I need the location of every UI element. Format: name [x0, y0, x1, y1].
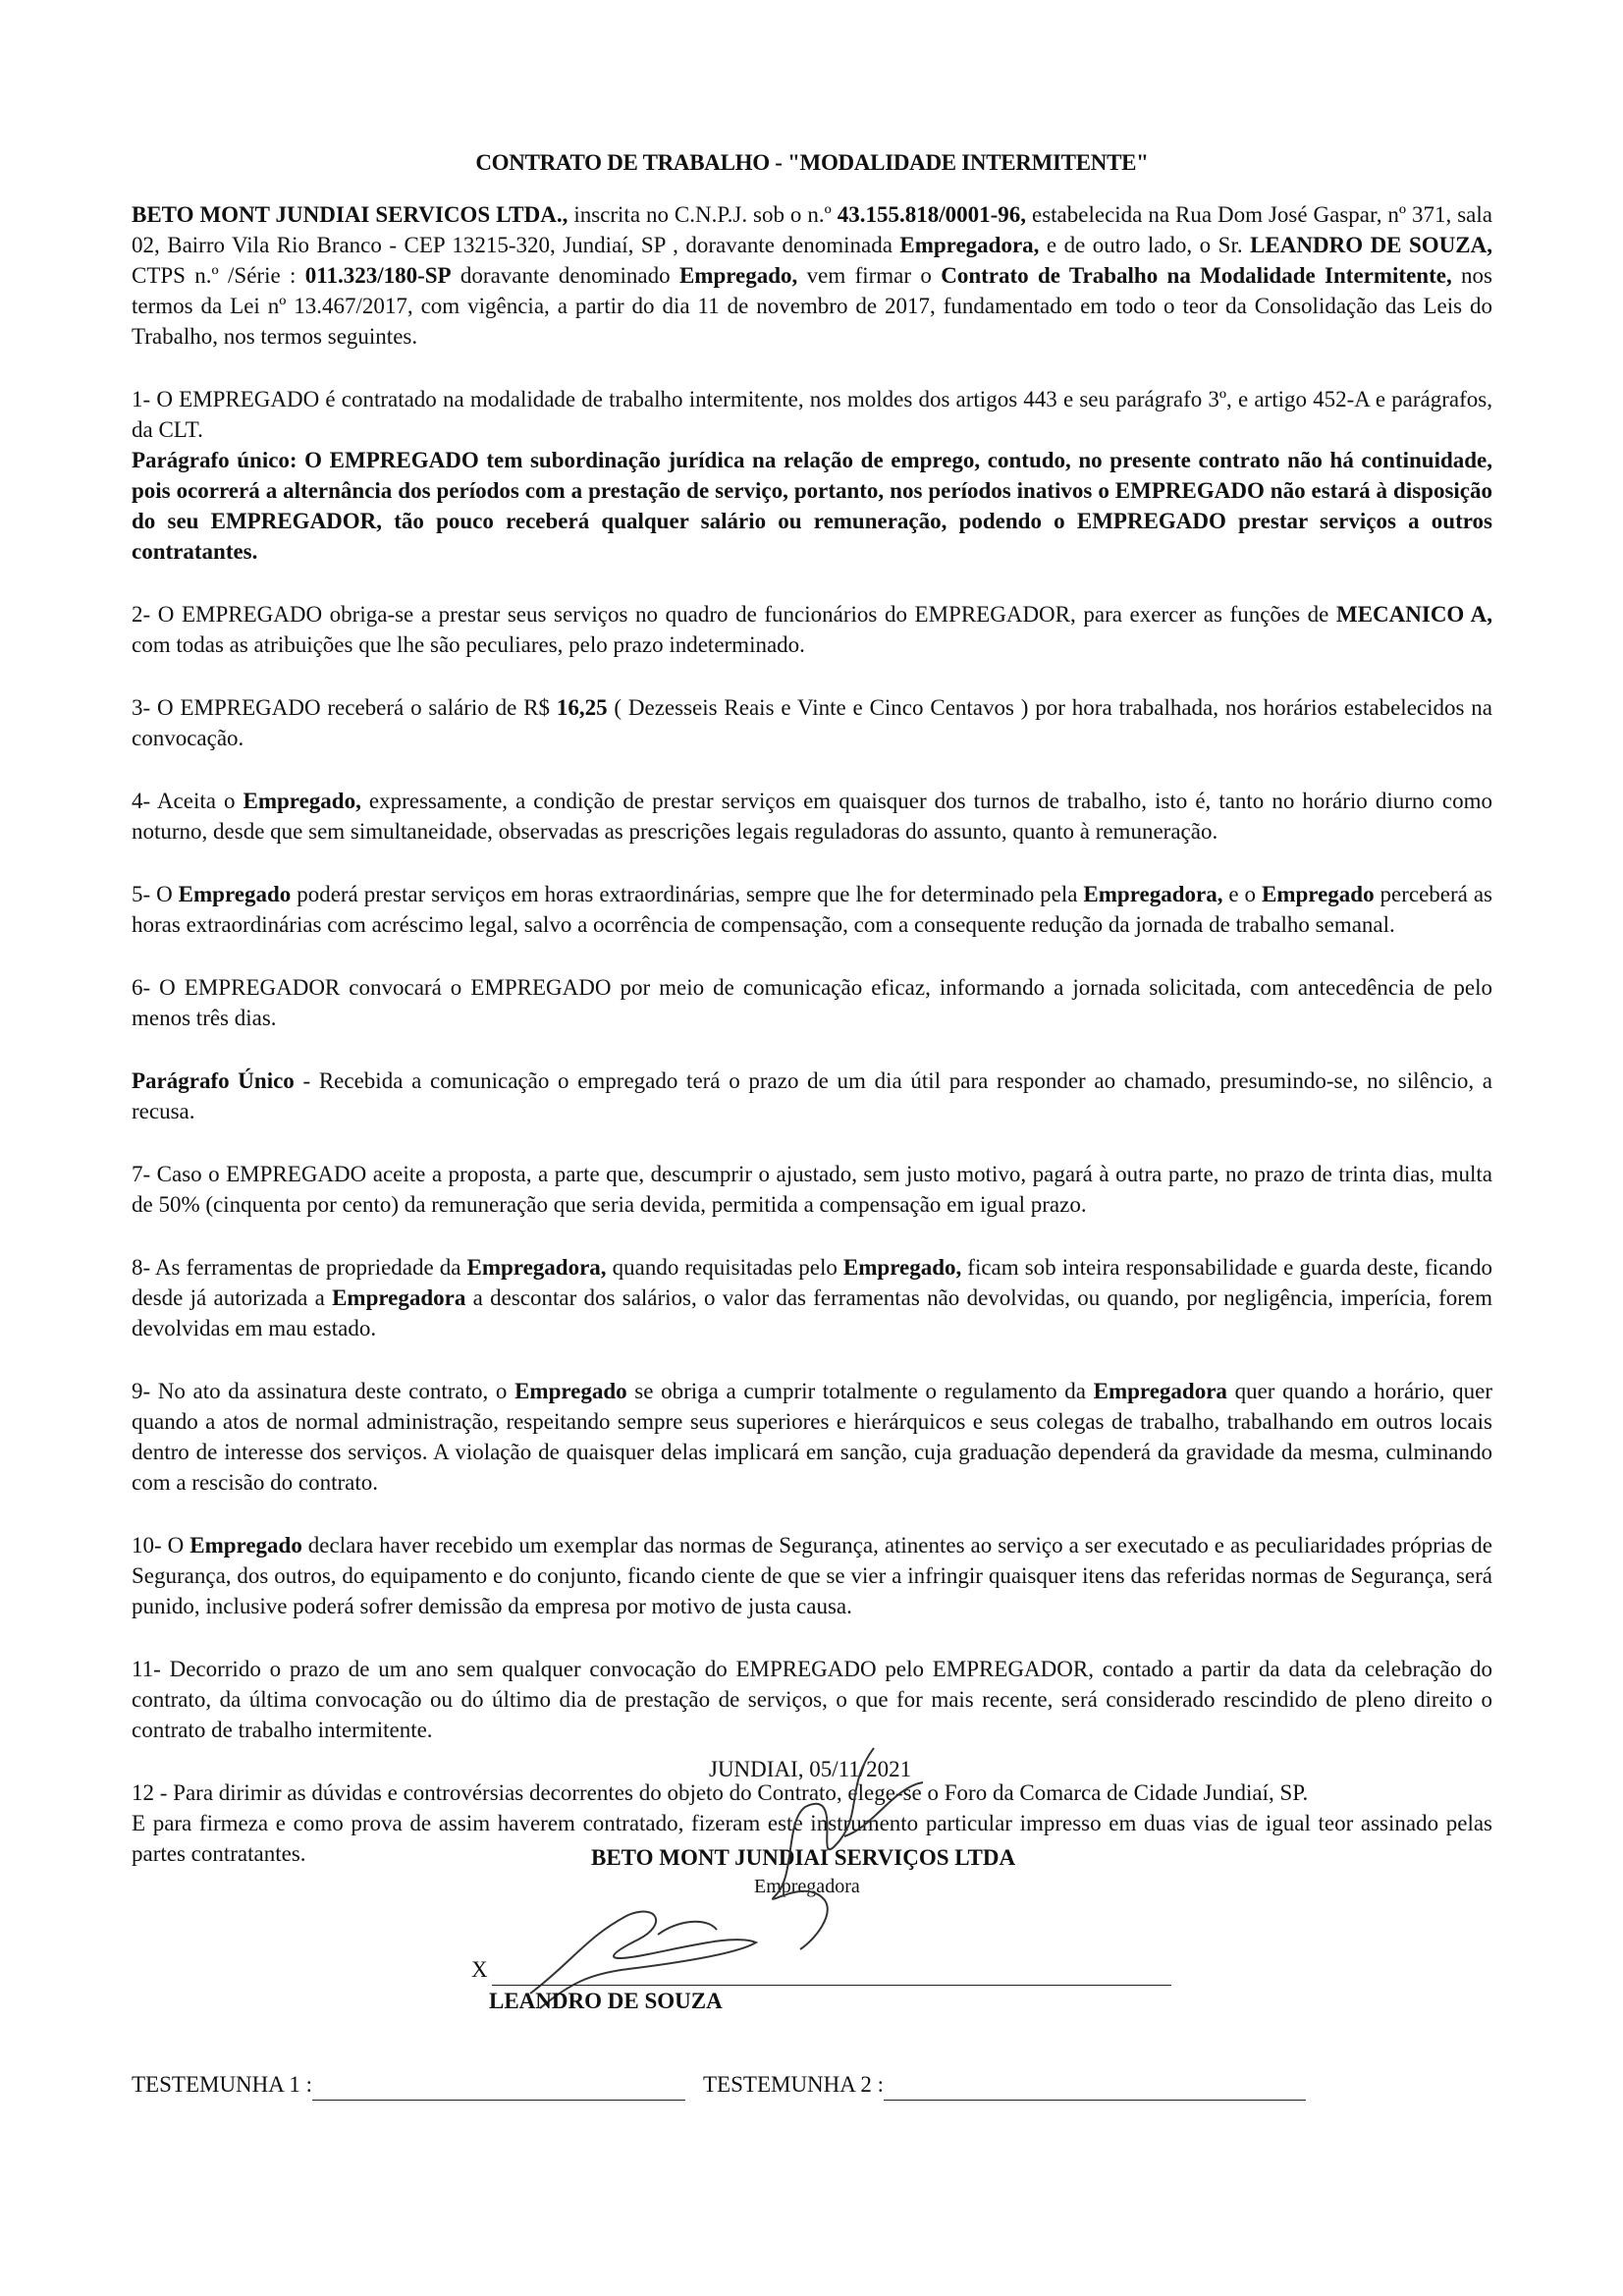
- closing-statement: E para firmeza e como prova de assim haverem contratado, fizeram este instrumento particular impresso em duas vias de igual teor assinado pelas partes contratantes.: [132, 1811, 1492, 1866]
- clause-1-paragraph: Parágrafo único: O EMPREGADO tem subordinação jurídica na relação de emprego, contudo, no presente contrato não há continuidade, pois ocorrerá a alternância dos períodos com a prestação de serviço, portanto, nos períodos inativos o EMPREGADO não estará à disposição do seu EMPREGADOR, tão pouco receberá qualquer salário ou remuneração, podendo o EMPREGADO prestar serviços a outros contratantes.: [132, 448, 1492, 564]
- clause-6: 6- O EMPREGADOR convocará o EMPREGADO por meio de comunicação eficaz, informando a jornada solicitada, com antecedência de pelo menos três dias.: [132, 975, 1492, 1030]
- company-signatory: BETO MONT JUNDIAI SERVIÇOS LTDA: [591, 1845, 1016, 1870]
- clause-4: 4- Aceita o Empregado, expressamente, a condição de prestar serviços em quaisquer dos turnos de trabalho, isto é, tanto no horário diurno como noturno, desde que sem simultaneidade, observadas as prescrições legais reguladoras do assunto, quanto à remuneração.: [132, 789, 1493, 844]
- clause-10: 10- O Empregado declara haver recebido um exemplar das normas de Segurança, atinentes ao serviço a ser executado e as peculiaridades próprias de Segurança, dos outros, do equipamento e do conjunto, ficando ciente de que se vier a infringir quaisquer itens das referidas normas de Segurança, será punido, inclusive poderá sofrer demissão da empresa por motivo de justa causa.: [132, 1533, 1492, 1618]
- clause-8: 8- As ferramentas de propriedade da Empregadora, quando requisitadas pelo Empregado, ficam sob inteira responsabilidade e guarda deste, ficando desde já autorizada a Empregadora a descontar dos salários, o valor das ferramentas não devolvidas, ou quando, por negligência, imperícia, forem devolvidas em mau estado.: [132, 1255, 1493, 1340]
- clause-7: 7- Caso o EMPREGADO aceite a proposta, a parte que, descumprir o ajustado, sem justo motivo, pagará à outra parte, no prazo de trinta dias, multa de 50% (cinquenta por cento) da remuneração que seria devida, permitida a compensação em igual prazo.: [132, 1162, 1492, 1217]
- witness-1-label: TESTEMUNHA 1 :: [132, 2072, 312, 2097]
- witness-2: [703, 2069, 1306, 2101]
- clause-12: 12 - Para dirimir as dúvidas e controvérsias decorrentes do objeto do Contrato, elege-se o Foro da Comarca de Cidade Jundiaí, SP.: [132, 1780, 1309, 1805]
- witness-2-label: TESTEMUNHA 2 :: [703, 2072, 884, 2097]
- clause-1: 1- O EMPREGADO é contratado na modalidade de trabalho intermitente, nos moldes dos artigos 443 e seu parágrafo 3º, e artigo 452-A e parágrafos, da CLT.: [132, 387, 1492, 442]
- contract-type: Contrato de Trabalho na Modalidade Intermitente,: [941, 263, 1452, 288]
- contract-body: [132, 147, 1492, 1869]
- clause-9: 9- No ato da assinatura deste contrato, o Empregado se obriga a cumprir totalmente o regulamento da Empregadora quer quando a horário, quer quando a atos de normal administração, respeitando sempre seus superiores e hierárquicos e seus colegas de trabalho, trabalhando em outros locais dentro de interesse dos serviços. A violação de quaisquer delas implicará em sanção, cuja graduação dependerá da gravidade da mesma, culminando com a rescisão do contrato.: [132, 1379, 1492, 1495]
- witness-1-line: [312, 2069, 685, 2101]
- clause-2: 2- O EMPREGADO obriga-se a prestar seus serviços no quadro de funcionários do EMPREGADOR, para exercer as funções de MECANICO A, com todas as atribuições que lhe são peculiares, pelo prazo indeterminado.: [132, 602, 1493, 657]
- employee-signature-line: [471, 1954, 1171, 1986]
- witness-2-line: [884, 2069, 1306, 2101]
- employee-signatory: LEANDRO DE SOUZA: [489, 1989, 723, 2013]
- ctps-number: 011.323/180-SP: [304, 263, 452, 288]
- job-role: MECANICO A,: [1335, 602, 1493, 627]
- company-name: BETO MONT JUNDIAI SERVICOS LTDA.,: [132, 202, 568, 227]
- clause-5: 5- O Empregado poderá prestar serviços em horas extraordinárias, sempre que lhe for determinado pela Empregadora, e o Empregado perceberá as horas extraordinárias com acréscimo legal, salvo a ocorrência de compensação, com a consequente redução da jornada de trabalho semanal.: [132, 882, 1492, 937]
- clause-6-paragraph: Parágrafo Único - Recebida a comunicação o empregado terá o prazo de um dia útil para responder ao chamado, presumindo-se, no silêncio, a recusa.: [132, 1068, 1492, 1123]
- signature-line: [492, 1954, 1171, 1986]
- x-mark: X: [471, 1957, 488, 1982]
- company-signatory-role: Empregadora: [754, 1876, 860, 1897]
- witness-1: [132, 2069, 685, 2101]
- salary-amount: 16,25: [556, 695, 608, 720]
- place-date: JUNDIAI, 05/11/2021: [709, 1757, 912, 1781]
- employee-name: LEANDRO DE SOUZA,: [1250, 233, 1492, 257]
- clause-11: 11- Decorrido o prazo de um ano sem qualquer convocação do EMPREGADO pelo EMPREGADOR, contado a partir da data da celebração do contrato, da última convocação ou do último dia de prestação de serviços, o que for mais recente, será considerado rescindido de pleno direito o contrato de trabalho intermitente.: [132, 1657, 1492, 1742]
- clause-3: 3- O EMPREGADO receberá o salário de R$ 16,25 ( Dezesseis Reais e Vinte e Cinco Centavos ) por hora trabalhada, nos horários estabelecidos na convocação.: [132, 695, 1492, 750]
- cnpj-number: 43.155.818/0001-96,: [837, 202, 1027, 227]
- contract-title: CONTRATO DE TRABALHO - "MODALIDADE INTERMITENTE": [475, 150, 1149, 175]
- intro-paragraph: BETO MONT JUNDIAI SERVICOS LTDA., inscrita no C.N.P.J. sob o n.º 43.155.818/0001-96, estabelecida na Rua Dom José Gaspar, nº 371, sala 02, Bairro Vila Rio Branco - CEP 13215-320, Jundiaí, SP , doravante denominada Empregadora, e de outro lado, o Sr. LEANDRO DE SOUZA, CTPS n.º /Série : 011.323/180-SP doravante denominado Empregado, vem firmar o Contrato de Trabalho na Modalidade Intermitente, nos termos da Lei nº 13.467/2017, com vigência, a partir do dia 11 de novembro de 2017, fundamentado em todo o teor da Consolidação das Leis do Trabalho, nos termos seguintes.: [132, 202, 1492, 349]
